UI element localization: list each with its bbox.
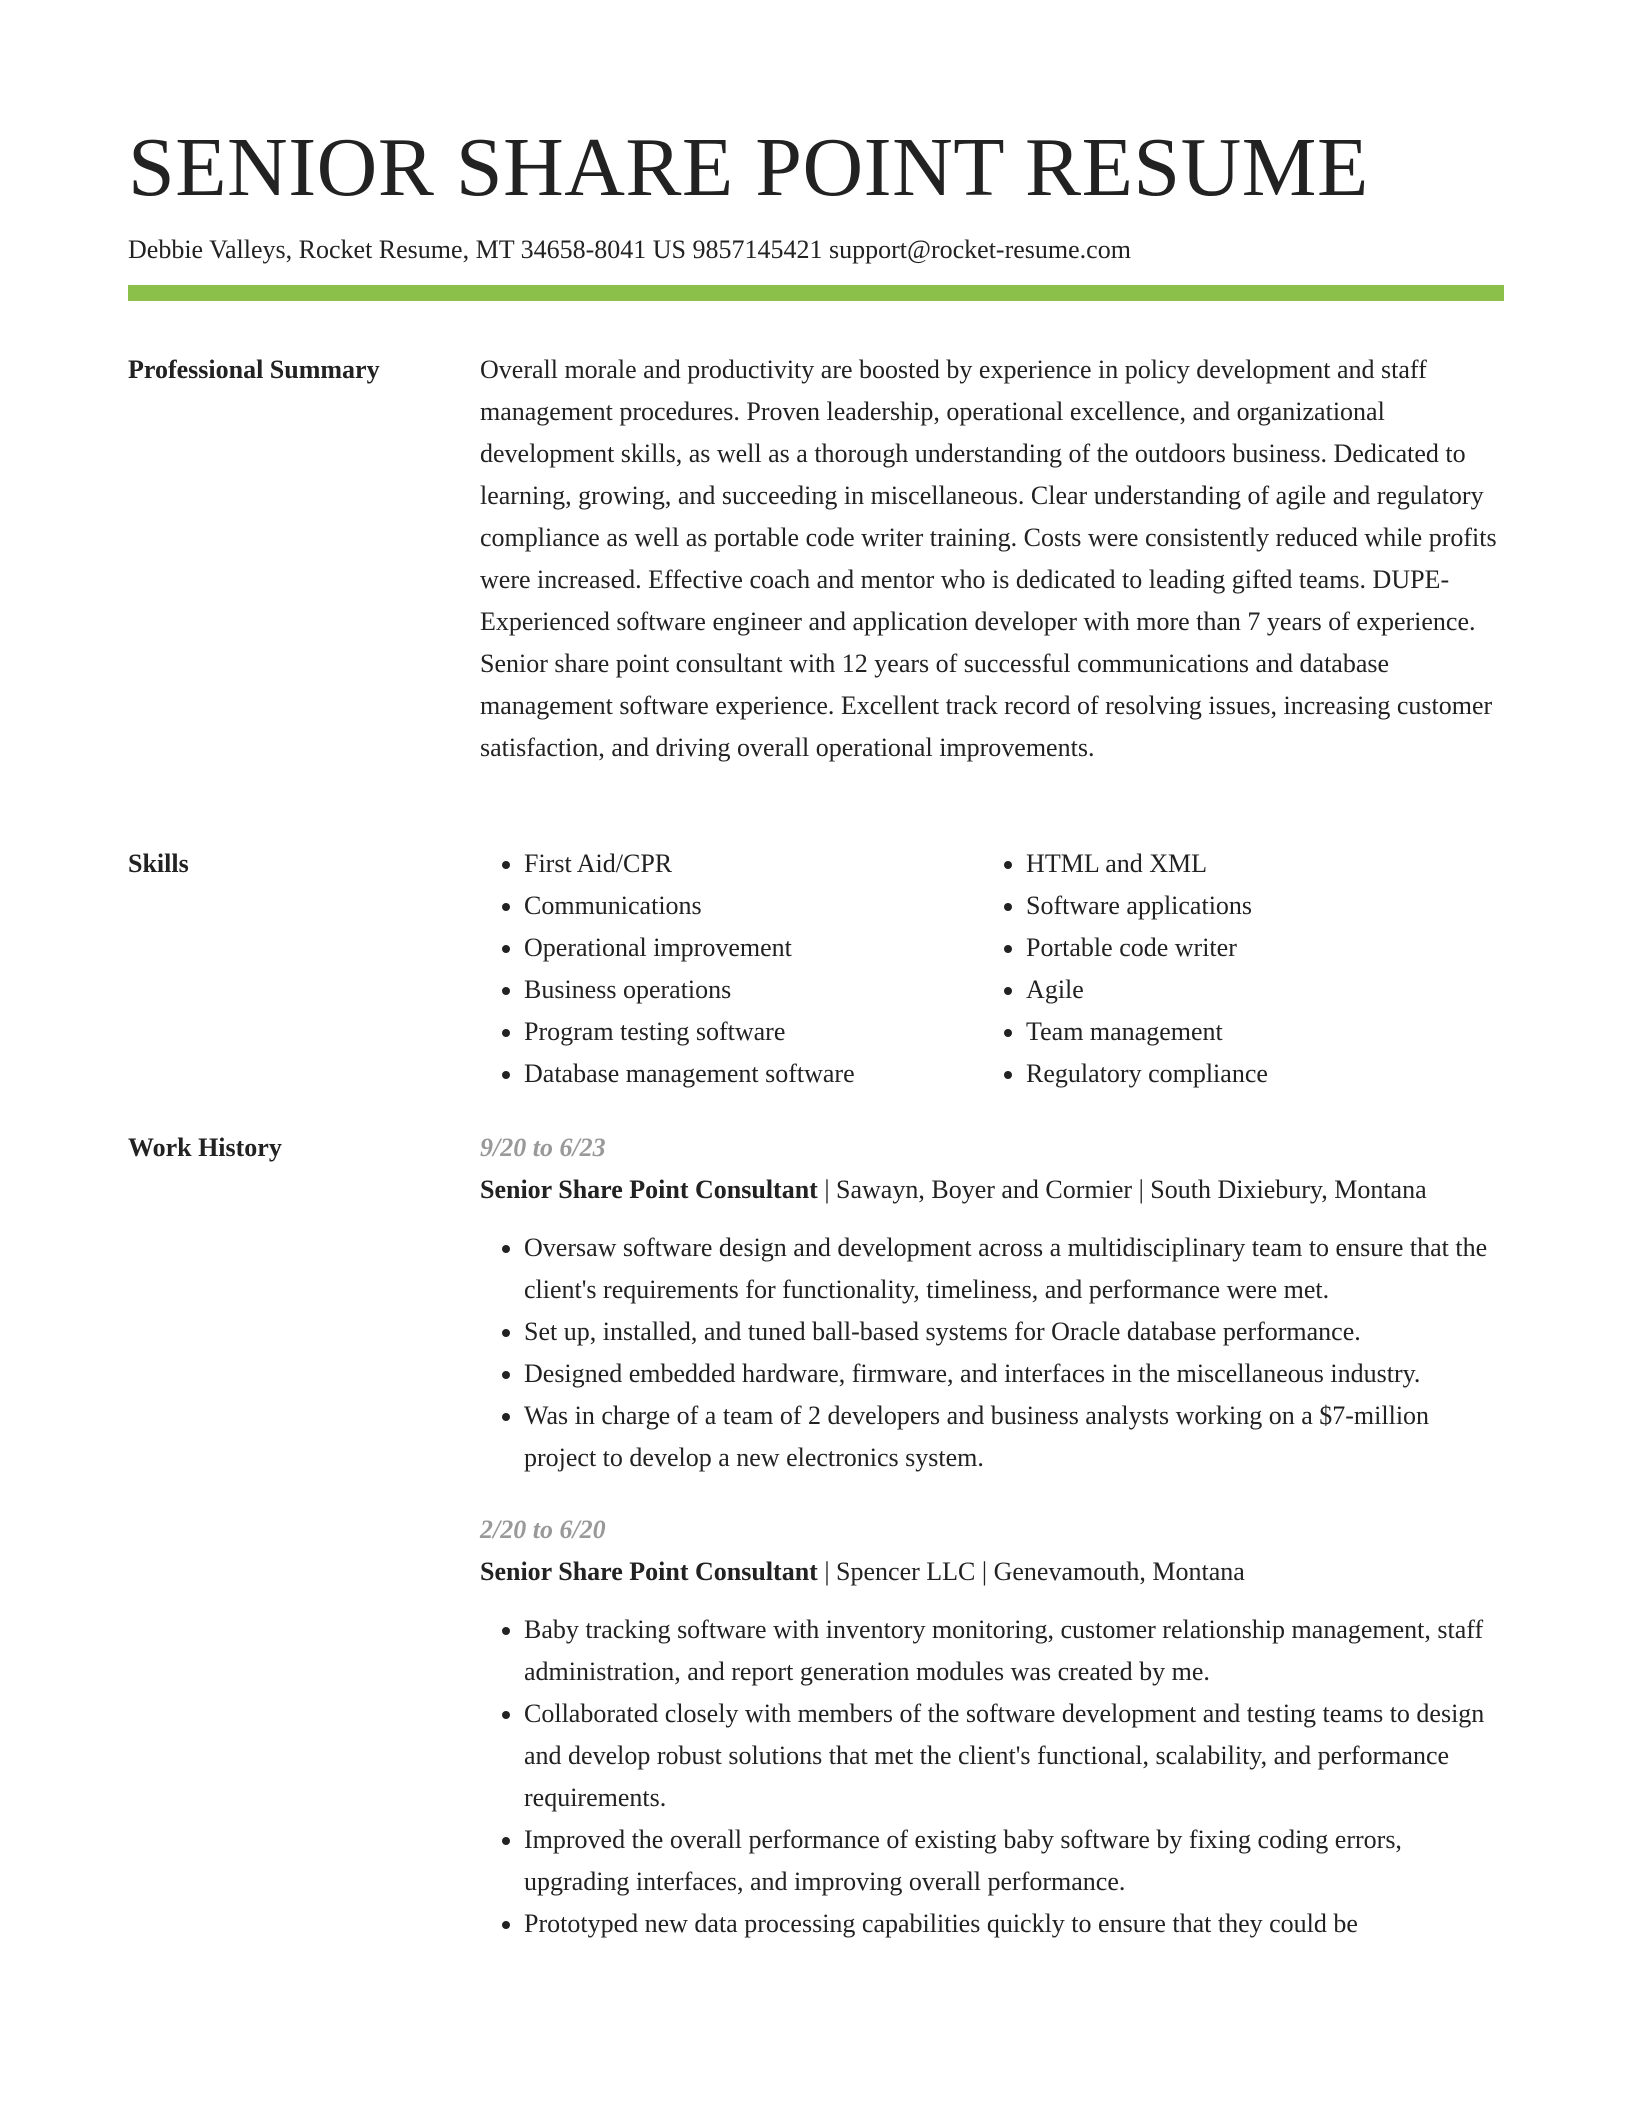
resume-title: SENIOR SHARE POINT RESUME xyxy=(128,121,1369,214)
skills-body xyxy=(480,843,1504,1095)
job-bullet: • Set up, installed, and tuned ball-based systems for Oracle database performance. xyxy=(524,1311,1504,1353)
job-bullet: • Collaborated closely with members of the software development and testing teams to design and develop robust solutions that met the client's functional, scalability, and performance requirements. xyxy=(524,1693,1504,1819)
contact-email: support@rocket-resume.com xyxy=(829,235,1131,264)
skill-item: • Communications xyxy=(524,885,982,927)
contact-state-zip: MT 34658-8041 xyxy=(475,235,647,264)
skills-label: Skills xyxy=(128,849,189,878)
job-dates: 2/20 to 6/20 xyxy=(480,1515,606,1544)
contact-line xyxy=(128,232,1131,268)
work-history-body xyxy=(480,1127,1504,1945)
contact-phone: 9857145421 xyxy=(692,235,823,264)
job-bullets xyxy=(480,1609,1504,1945)
job-details: | Spencer LLC | Genevamouth, Montana xyxy=(817,1557,1245,1586)
job-title-line xyxy=(480,1169,1504,1211)
skill-item: • Team management xyxy=(1026,1011,1504,1053)
skill-item: • First Aid/CPR xyxy=(524,843,982,885)
job-details: | Sawayn, Boyer and Cormier | South Dixiebury, Montana xyxy=(817,1175,1427,1204)
skill-item: • Agile xyxy=(1026,969,1504,1011)
job-role: Senior Share Point Consultant xyxy=(480,1557,818,1586)
job-bullet: • Prototyped new data processing capabilities quickly to ensure that they could be xyxy=(524,1903,1504,1945)
job-dates: 9/20 to 6/23 xyxy=(480,1133,606,1162)
job-bullet: • Designed embedded hardware, firmware, and interfaces in the miscellaneous industry. xyxy=(524,1353,1504,1395)
work-history-label: Work History xyxy=(128,1133,282,1162)
summary-label: Professional Summary xyxy=(128,355,380,384)
skill-item: • Portable code writer xyxy=(1026,927,1504,969)
skills-list-right xyxy=(982,843,1504,1095)
summary-text: Overall morale and productivity are boosted by experience in policy development and staff management procedures. Proven leadership, operational excellence, and organizational development skills, as well as a thorough understanding of the outdoors business. Dedicated to learning, growing, and succeeding in miscellaneous. Clear understanding of agile and regulatory compliance as well as portable code writer training. Costs were consistently reduced while profits were increased. Effective coach and mentor who is dedicated to leading gifted teams. DUPE- Experienced software engineer and application developer with more than 7 years of experience. Senior share point consultant with 12 years of successful communications and database management software experience. Excellent track record of resolving issues, increasing customer satisfaction, and driving overall operational improvements. xyxy=(480,355,1497,762)
summary-body xyxy=(480,349,1504,769)
job-role: Senior Share Point Consultant xyxy=(480,1175,818,1204)
skill-item: • Database management software xyxy=(524,1053,982,1095)
job-bullet: • Oversaw software design and development across a multidisciplinary team to ensure that the client's requirements for functionality, timeliness, and performance were met. xyxy=(524,1227,1504,1311)
contact-country: US xyxy=(652,235,687,264)
job-bullet: • Was in charge of a team of 2 developers and business analysts working on a $7-million project to develop a new electronics system. xyxy=(524,1395,1504,1479)
job-bullet: • Improved the overall performance of existing baby software by fixing coding errors, upgrading interfaces, and improving overall performance. xyxy=(524,1819,1504,1903)
skill-item: • Program testing software xyxy=(524,1011,982,1053)
job-bullets xyxy=(480,1227,1504,1479)
contact-city: Rocket Resume, xyxy=(298,235,470,264)
job-entry xyxy=(480,1127,1504,1479)
skill-item: • Software applications xyxy=(1026,885,1504,927)
skill-item: • Business operations xyxy=(524,969,982,1011)
header-divider xyxy=(128,285,1504,301)
skill-item: • HTML and XML xyxy=(1026,843,1504,885)
skill-item: • Regulatory compliance xyxy=(1026,1053,1504,1095)
skill-item: • Operational improvement xyxy=(524,927,982,969)
job-entry xyxy=(480,1509,1504,1945)
skills-list-left xyxy=(480,843,982,1095)
contact-name: Debbie Valleys, xyxy=(128,235,293,264)
job-title-line xyxy=(480,1551,1504,1593)
job-bullet: • Baby tracking software with inventory monitoring, customer relationship management, staff administration, and report generation modules was created by me. xyxy=(524,1609,1504,1693)
